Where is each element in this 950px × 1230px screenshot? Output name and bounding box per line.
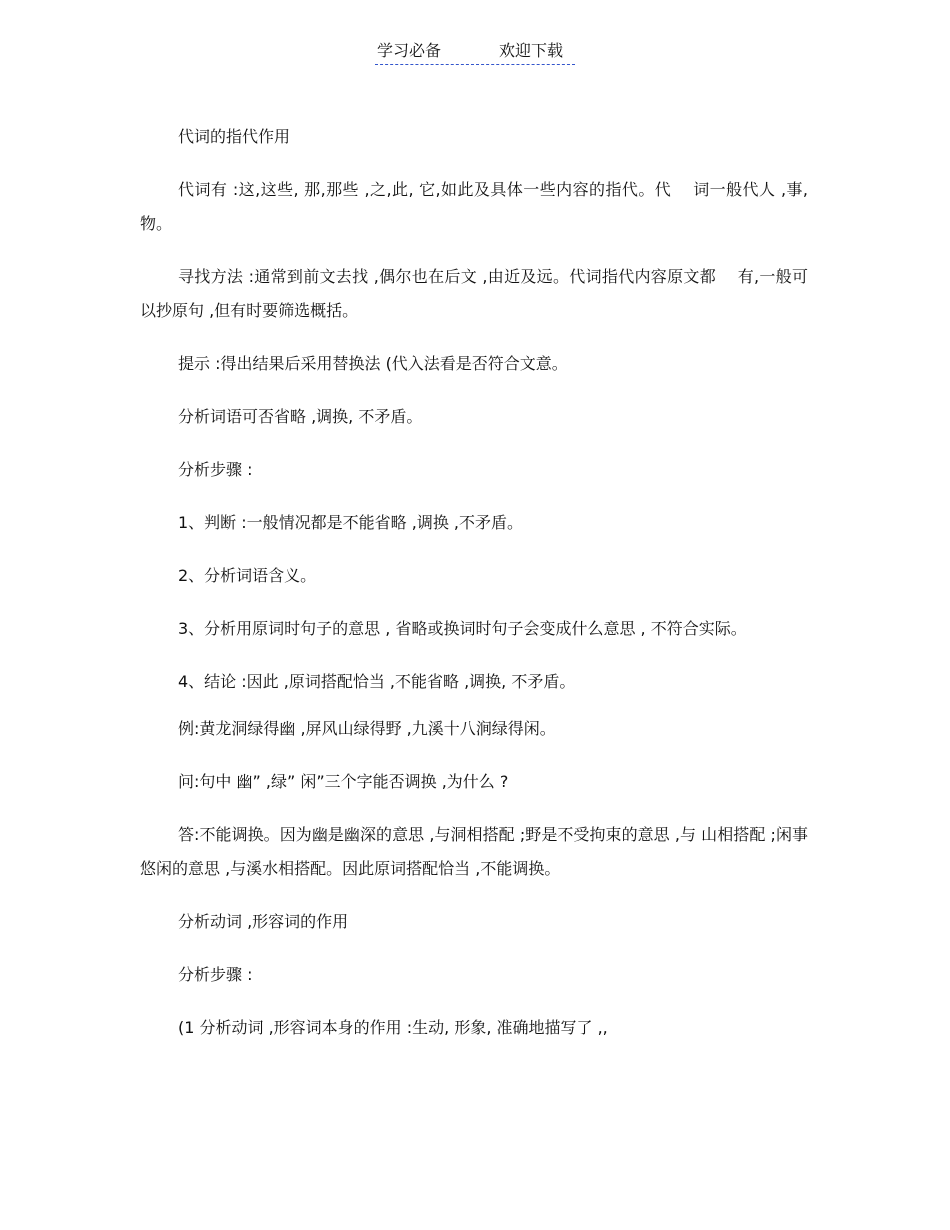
step-2: 2、分析词语含义。 [178, 566, 317, 585]
paragraph-tip: 提示 :得出结果后采用替换法 (代入法看是否符合文意。 [178, 354, 568, 373]
header-right-text: 欢迎下载 [499, 41, 564, 60]
section-title-pronoun: 代词的指代作用 [178, 127, 291, 146]
document-body [140, 120, 808, 1064]
answer: 答:不能调换。因为幽是幽深的意思 ,与洞相搭配 ;野是不受拘束的意思 ,与 山相搭配 ;闲事悠闲的意思 ,与溪水相搭配。因此原词搭配恰当 ,不能调换。 [140, 825, 808, 878]
step-3: 3、分析用原词时句子的意思 , 省略或换词时句子会变成什么意思 , 不符合实际。 [178, 619, 747, 638]
header-left-text: 学习必备 [377, 41, 442, 60]
page-header [375, 40, 575, 65]
paragraph-search-method: 寻找方法 :通常到前文去找 ,偶尔也在后文 ,由近及远。代词指代内容原文都 有,一般可以抄原句 ,但有时要筛选概括。 [140, 267, 808, 320]
section-title-verb-adjective: 分析动词 ,形容词的作用 [178, 912, 349, 931]
step-1: 1、判断 :一般情况都是不能省略 ,调换 ,不矛盾。 [178, 513, 524, 532]
steps-heading: 分析步骤 : [178, 460, 253, 479]
step-verb-1: (1 分析动词 ,形容词本身的作用 :生动, 形象, 准确地描写了 ,, [178, 1018, 608, 1037]
example-sentence: 例:黄龙洞绿得幽 ,屏风山绿得野 ,九溪十八涧绿得闲。 [178, 719, 556, 738]
steps-heading-2: 分析步骤 : [178, 965, 253, 984]
paragraph-pronoun-definition: 代词有 :这,这些, 那,那些 ,之,此, 它,如此及具体一些内容的指代。代 词一般代人 ,事,物。 [140, 180, 808, 233]
step-4: 4、结论 :因此 ,原词搭配恰当 ,不能省略 ,调换, 不矛盾。 [178, 672, 576, 691]
section-title-word-analysis: 分析词语可否省略 ,调换, 不矛盾。 [178, 407, 423, 426]
question: 问:句中 幽” ,绿” 闲”三个字能否调换 ,为什么 ? [178, 772, 509, 791]
